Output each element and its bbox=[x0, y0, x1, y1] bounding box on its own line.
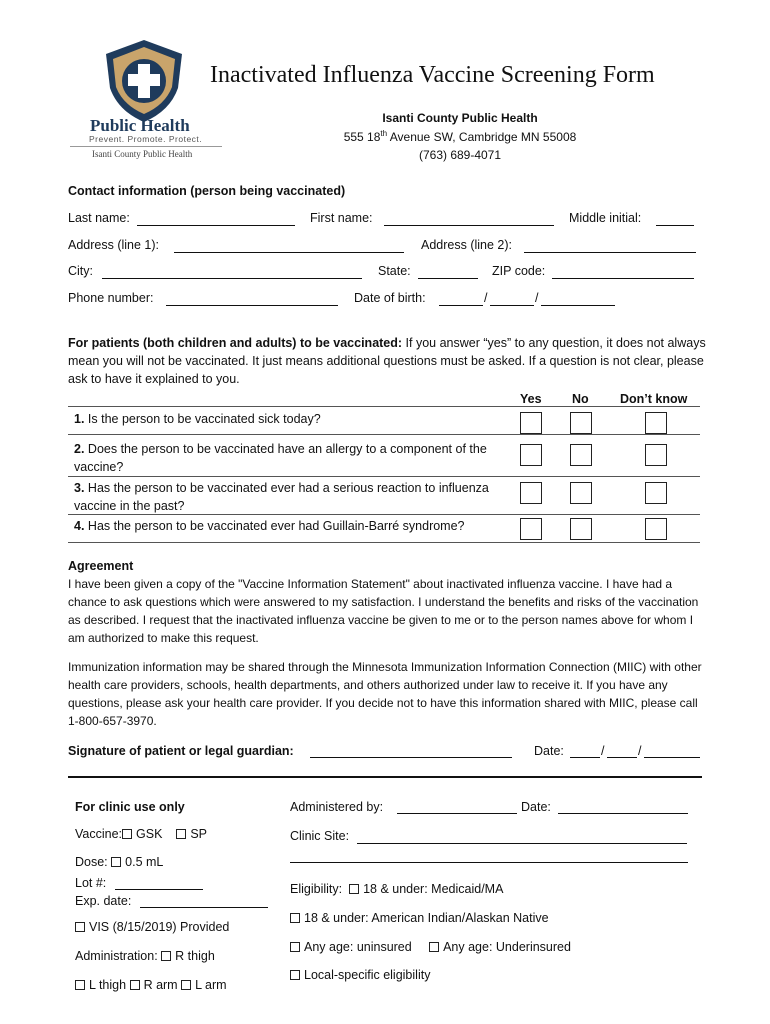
state-field[interactable] bbox=[418, 278, 478, 279]
col-dont-know: Don’t know bbox=[620, 392, 688, 406]
admin-row: Administration: R thigh bbox=[75, 949, 215, 963]
l-arm-checkbox[interactable] bbox=[181, 980, 191, 990]
admin-date-field[interactable] bbox=[558, 813, 688, 814]
eligibility-row-3: Any age: uninsured Any age: Underinsured bbox=[290, 940, 571, 954]
q1-no-checkbox[interactable] bbox=[570, 412, 592, 434]
address2-field[interactable] bbox=[524, 252, 696, 253]
q4-no-checkbox[interactable] bbox=[570, 518, 592, 540]
admin-row-2: L thigh R arm L arm bbox=[75, 978, 227, 992]
q1-yes-checkbox[interactable] bbox=[520, 412, 542, 434]
eligibility-native-checkbox[interactable] bbox=[290, 913, 300, 923]
vis-checkbox[interactable] bbox=[75, 922, 85, 932]
dob-month-field[interactable] bbox=[439, 305, 483, 306]
q4-yes-checkbox[interactable] bbox=[520, 518, 542, 540]
exp-field[interactable] bbox=[140, 907, 268, 908]
logo-name: Public Health bbox=[90, 116, 190, 135]
question-4: 4. Has the person to be vaccinated ever had Guillain-Barré syndrome? bbox=[74, 519, 465, 533]
clinic-site-field[interactable] bbox=[357, 843, 687, 844]
clinic-heading: For clinic use only bbox=[75, 800, 185, 814]
r-thigh-checkbox[interactable] bbox=[161, 951, 171, 961]
screening-intro: For patients (both children and adults) to be vaccinated: If you answer “yes” to any question, it does not always mean you will not be vaccinated. It just means additional questions must be asked. If a question is not clear, please ask to have it explained to you. bbox=[68, 336, 706, 386]
dob-day-field[interactable] bbox=[490, 305, 534, 306]
header-org: Isanti County Public Health bbox=[382, 111, 538, 125]
administered-by-label: Administered by: bbox=[290, 800, 384, 814]
first-name-field[interactable] bbox=[384, 225, 554, 226]
form-title: Inactivated Influenza Vaccine Screening Form bbox=[210, 62, 655, 88]
question-2: 2. Does the person to be vaccinated have an allergy to a component of the vaccine? bbox=[74, 442, 487, 474]
q2-no-checkbox[interactable] bbox=[570, 444, 592, 466]
miic-text: Immunization information may be shared through the Minnesota Immunization Information Connection (MIIC) with other health care providers, schools, health departments, and others authorized under law to receive it. If you have any questions, please ask your health care provider. If you decide not to have this information shared with MIIC, please call 1-800-657-3970. bbox=[68, 660, 702, 728]
exp-label: Exp. date: bbox=[75, 894, 132, 908]
eligibility-medicaid-checkbox[interactable] bbox=[349, 884, 359, 894]
city-label: City: bbox=[68, 264, 93, 278]
q2-dontknow-checkbox[interactable] bbox=[645, 444, 667, 466]
state-label: State: bbox=[378, 264, 411, 278]
lot-field[interactable] bbox=[115, 889, 203, 890]
signature-field[interactable] bbox=[310, 757, 512, 758]
signature-date-label: Date: bbox=[534, 744, 564, 758]
dob-year-field[interactable] bbox=[541, 305, 615, 306]
gsk-checkbox[interactable] bbox=[122, 829, 132, 839]
clinic-site-field-2[interactable] bbox=[290, 862, 688, 863]
vis-row: VIS (8/15/2019) Provided bbox=[75, 920, 229, 934]
middle-initial-field[interactable] bbox=[656, 225, 694, 226]
address1-field[interactable] bbox=[174, 252, 404, 253]
question-1: 1. Is the person to be vaccinated sick today? bbox=[74, 412, 321, 426]
city-field[interactable] bbox=[102, 278, 362, 279]
signature-label: Signature of patient or legal guardian: bbox=[68, 744, 294, 758]
public-health-logo bbox=[62, 36, 227, 161]
signature-date-month[interactable] bbox=[570, 757, 600, 758]
eligibility-row: Eligibility: 18 & under: Medicaid/MA bbox=[290, 882, 504, 896]
eligibility-row-2: 18 & under: American Indian/Alaskan Native bbox=[290, 911, 549, 925]
q3-dontknow-checkbox[interactable] bbox=[645, 482, 667, 504]
last-name-label: Last name: bbox=[68, 211, 130, 225]
contact-heading: Contact information (person being vaccinated) bbox=[68, 184, 346, 198]
eligibility-row-4: Local-specific eligibility bbox=[290, 968, 430, 982]
l-thigh-checkbox[interactable] bbox=[75, 980, 85, 990]
address2-label: Address (line 2): bbox=[421, 238, 513, 252]
header-address: 555 18th Avenue SW, Cambridge MN 55008 bbox=[343, 129, 577, 144]
sp-checkbox[interactable] bbox=[176, 829, 186, 839]
vaccine-row: Vaccine: GSK SP bbox=[75, 827, 208, 841]
signature-date-year[interactable] bbox=[644, 757, 700, 758]
eligibility-local-checkbox[interactable] bbox=[290, 970, 300, 980]
first-name-label: First name: bbox=[310, 211, 373, 225]
eligibility-underinsured-checkbox[interactable] bbox=[429, 942, 439, 952]
q1-dontknow-checkbox[interactable] bbox=[645, 412, 667, 434]
col-yes: Yes bbox=[520, 392, 542, 406]
clinic-divider bbox=[68, 776, 702, 778]
q2-yes-checkbox[interactable] bbox=[520, 444, 542, 466]
q4-dontknow-checkbox[interactable] bbox=[645, 518, 667, 540]
logo-org: Isanti County Public Health bbox=[92, 149, 193, 159]
dose-row: Dose: 0.5 mL bbox=[75, 855, 164, 869]
last-name-field[interactable] bbox=[137, 225, 295, 226]
eligibility-uninsured-checkbox[interactable] bbox=[290, 942, 300, 952]
dose-checkbox[interactable] bbox=[111, 857, 121, 867]
logo-tagline: Prevent. Promote. Protect. bbox=[89, 134, 203, 144]
zip-label: ZIP code: bbox=[492, 264, 546, 278]
administered-by-field[interactable] bbox=[397, 813, 517, 814]
agreement-heading: Agreement bbox=[68, 559, 134, 573]
col-no: No bbox=[572, 392, 589, 406]
q3-yes-checkbox[interactable] bbox=[520, 482, 542, 504]
r-arm-checkbox[interactable] bbox=[130, 980, 140, 990]
phone-field[interactable] bbox=[166, 305, 338, 306]
phone-label: Phone number: bbox=[68, 291, 154, 305]
address1-label: Address (line 1): bbox=[68, 238, 160, 252]
lot-label: Lot #: bbox=[75, 876, 107, 890]
signature-date-day[interactable] bbox=[607, 757, 637, 758]
middle-initial-label: Middle initial: bbox=[569, 211, 642, 225]
agreement-text: I have been given a copy of the "Vaccine Information Statement" about inactivated influenza vaccine. I have had a chance to ask questions which were answered to my satisfaction. I understand the benefits and risks of the vaccination as described. I request that the inactivated influenza vaccine be given to me or to the person names above for whom I am authorized to make this request. bbox=[68, 577, 699, 645]
admin-date-label: Date: bbox=[521, 800, 551, 814]
clinic-site-label: Clinic Site: bbox=[290, 829, 350, 843]
q3-no-checkbox[interactable] bbox=[570, 482, 592, 504]
zip-field[interactable] bbox=[552, 278, 694, 279]
question-3: 3. Has the person to be vaccinated ever had a serious reaction to influenza vaccine in the past? bbox=[74, 481, 489, 513]
header-phone: (763) 689-4071 bbox=[418, 148, 502, 162]
dob-label: Date of birth: bbox=[354, 291, 426, 305]
